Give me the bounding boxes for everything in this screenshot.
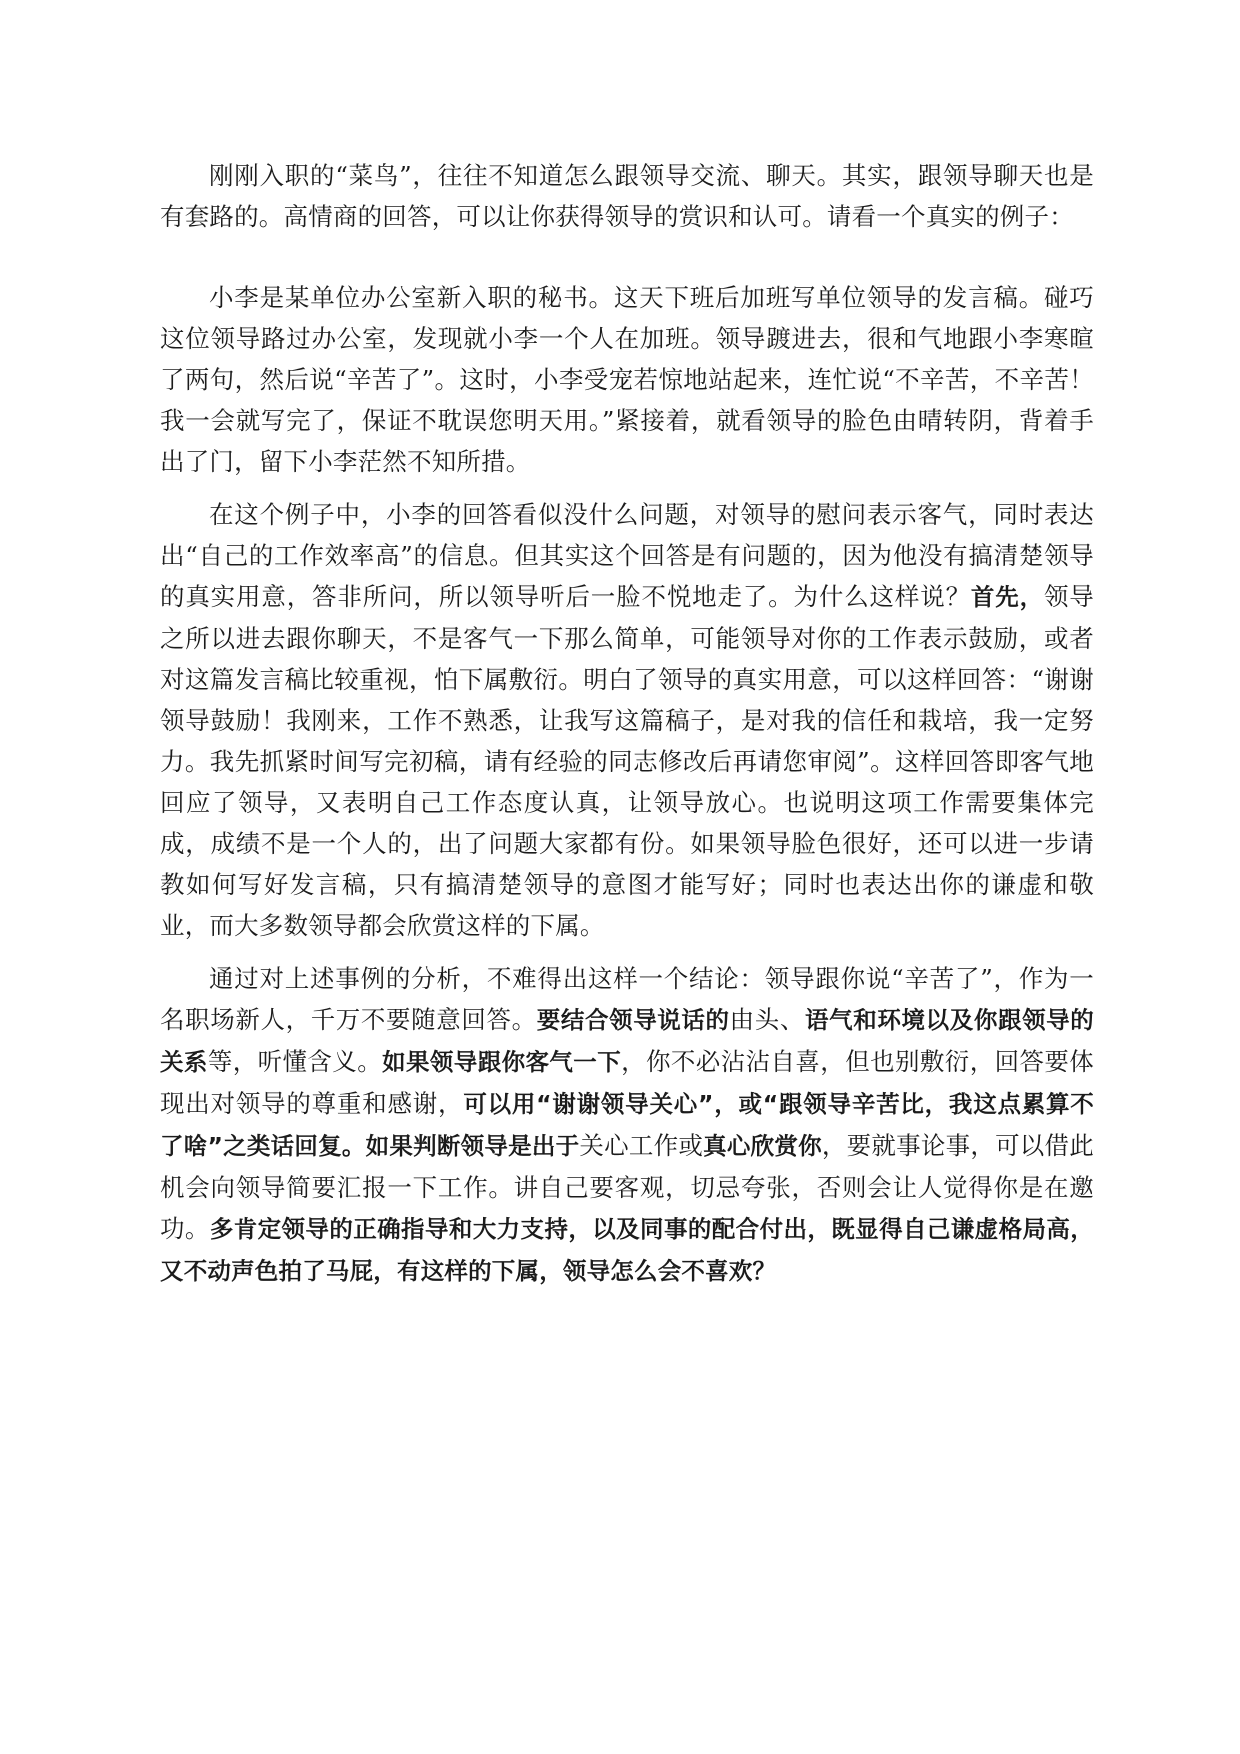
paragraph-intro [160,155,1094,237]
document-page [160,155,1094,1292]
text-run: 由头、 [729,1005,806,1034]
bold-text-run: 可以用“谢谢领导关心”，或“跟领导辛苦比，我这点累算不了啥”之类话回复。如果判断领导是出于 [160,1090,1095,1160]
text-run: 等，听懂含义。 [207,1047,383,1076]
bold-text-run: 如果领导跟你客气一下 [382,1048,622,1076]
text-run: 小李是某单位办公室新入职的秘书。这天下班后加班写单位领导的发言稿。碰巧这位领导路过办公室，发现就小李一个人在加班。领导踱进去，很和气地跟小李寒暄了两句，然后说“辛苦了”。这时，小李受宠若惊地站起来，连忙说“不辛苦，不辛苦！我一会就写完了，保证不耽误您明天用。”紧接着，就看领导的脸色由晴转阴，背着手出了门，留下小李茫然不知所措。 [160,283,1094,476]
paragraph-story [160,277,1094,482]
paragraph-analysis [160,494,1094,946]
text-run: ，你不必沾沾自喜，但也别敷衍，回答要体现出对领导的尊重和感谢， [160,1047,1094,1118]
bold-text-run: 语气和环境以及你跟领导的关系 [160,1006,1095,1076]
text-run: 领导之所以进去跟你聊天，不是客气一下那么简单，可能领导对你的工作表示鼓励，或者对这篇发言稿比较重视，怕下属敷衍。明白了领导的真实用意，可以这样回答：“谢谢领导鼓励！我刚来，工作不熟悉，让我写这篇稿子，是对我的信任和栽培，我一定努力。我先抓紧时间写完初稿，请有经验的同志修改后再请您审阅”。这样回答即客气地回应了领导，又表明自己工作态度认真，让领导放心。也说明这项工作需要集体完成，成绩不是一个人的，出了问题大家都有份。如果领导脸色很好，还可以进一步请教如何写好发言稿，只有搞清楚领导的意图才能写好；同时也表达出你的谦虚和敬业，而大多数领导都会欣赏这样的下属。 [160,582,1094,940]
bold-text-run: 多肯定领导的正确指导和大力支持，以及同事的配合付出，既显得自己谦虚格局高，又不动声色拍了马屁，有这样的下属，领导怎么会不喜欢？ [160,1215,1094,1285]
paragraph-conclusion [160,958,1094,1292]
text-run: 在这个例子中，小李的回答看似没什么问题，对领导的慰问表示客气，同时表达出“自己的工作效率高”的信息。但其实这个回答是有问题的，因为他没有搞清楚领导的真实用意，答非所问，所以领导听后一脸不悦地走了。为什么这样说？ [160,500,1094,611]
bold-text-run: 真心欣赏你 [703,1132,822,1160]
bold-text-run: 要结合领导说话的 [536,1006,730,1034]
bold-text-run: 首先， [970,583,1044,611]
text-run: ，要就事论事，可以借此机会向领导简要汇报一下工作。讲自己要客观，切忌夸张，否则会让人觉得你是在邀功。 [160,1131,1095,1243]
text-run: 关心工作或 [579,1131,704,1160]
text-run: 通过对上述事例的分析，不难得出这样一个结论：领导跟你说“辛苦了”，作为一名职场新人，千万不要随意回答。 [160,964,1094,1034]
text-run: 刚刚入职的“菜鸟”，往往不知道怎么跟领导交流、聊天。其实，跟领导聊天也是有套路的。高情商的回答，可以让你获得领导的赏识和认可。请看一个真实的例子： [160,161,1094,231]
